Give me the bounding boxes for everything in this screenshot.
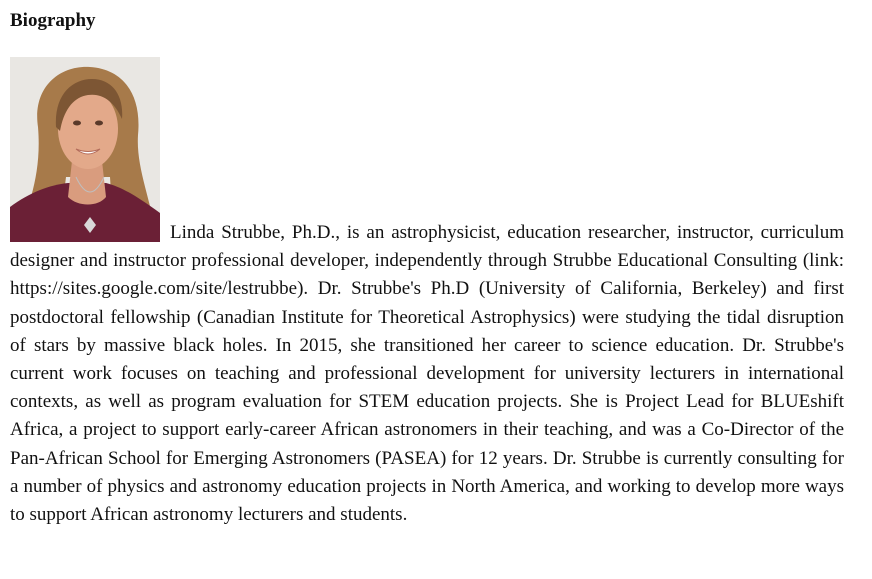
portrait-image xyxy=(10,57,160,242)
portrait-eye-right xyxy=(95,121,103,126)
section-heading: Biography xyxy=(10,10,96,31)
portrait-eye-left xyxy=(73,121,81,126)
portrait-photo xyxy=(10,57,160,242)
biography-text: Linda Strubbe, Ph.D., is an astrophysicist, education researcher, instructor, curriculum designer and instructor professional developer, independently through Strubbe Educational Consulting (link: https://sites.google.com/site/lestrubbe). Dr. Strubbe's Ph.D (University of California, Berkeley) and first postdoctoral fellowship (Canadian Institute for Theoretical Astrophysics) were studying the tidal disruption of stars by massive black holes. In 2015, she transitioned her career to science education. Dr. Strubbe's current work focuses on teaching and professional development for university lecturers in international contexts, as well as program evaluation for STEM education projects. She is Project Lead for BLUEshift Africa, a project to support early-career African astronomers in their teaching, and was a Co-Director of the Pan-African School for Emerging Astronomers (PASEA) for 12 years. Dr. Strubbe is currently consulting for a number of physics and astronomy education projects in North America, and working to develop more ways to support African astronomy lecturers and students. xyxy=(10,222,844,526)
biography-section xyxy=(10,0,844,529)
biography-paragraph xyxy=(10,57,844,529)
